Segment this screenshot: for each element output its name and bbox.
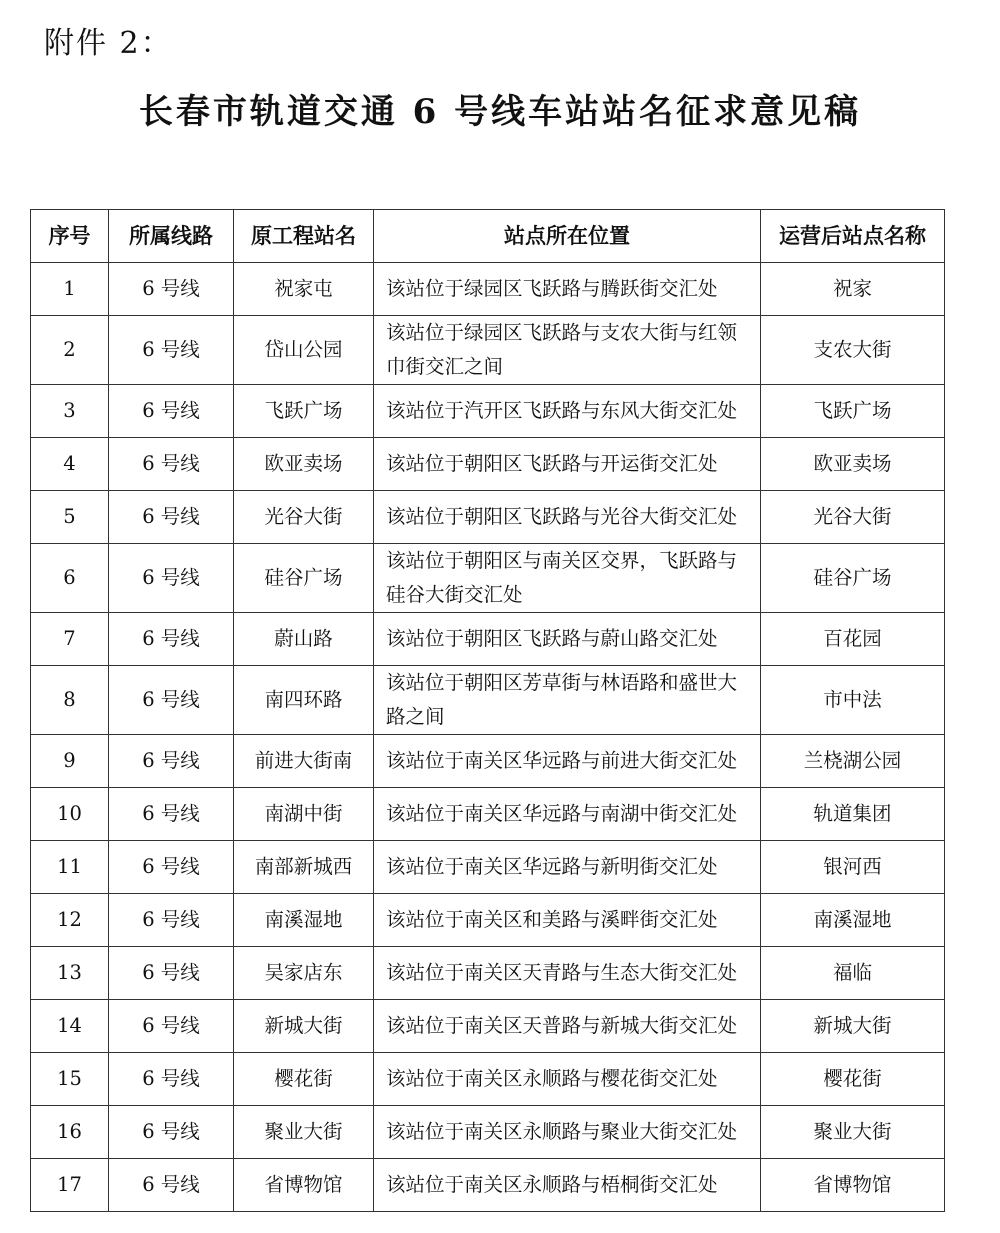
table-row bbox=[31, 316, 945, 385]
cell-original-name: 聚业大街 bbox=[234, 1106, 374, 1159]
header-index: 序号 bbox=[31, 210, 109, 263]
cell-original-name: 南四环路 bbox=[234, 666, 374, 735]
cell-line: 6 号线 bbox=[109, 894, 234, 947]
cell-location: 该站位于朝阳区飞跃路与蔚山路交汇处 bbox=[374, 613, 761, 666]
table-header-row bbox=[31, 210, 945, 263]
cell-line: 6 号线 bbox=[109, 1053, 234, 1106]
cell-index: 5 bbox=[31, 491, 109, 544]
cell-line: 6 号线 bbox=[109, 947, 234, 1000]
station-name-table bbox=[30, 209, 945, 1212]
cell-original-name: 南部新城西 bbox=[234, 841, 374, 894]
cell-location: 该站位于南关区永顺路与梧桐街交汇处 bbox=[374, 1159, 761, 1212]
cell-index: 11 bbox=[31, 841, 109, 894]
cell-index: 17 bbox=[31, 1159, 109, 1212]
cell-original-name: 樱花街 bbox=[234, 1053, 374, 1106]
table-row bbox=[31, 841, 945, 894]
cell-operational-name: 光谷大街 bbox=[761, 491, 945, 544]
table-row bbox=[31, 894, 945, 947]
cell-location: 该站位于南关区华远路与新明街交汇处 bbox=[374, 841, 761, 894]
cell-operational-name: 硅谷广场 bbox=[761, 544, 945, 613]
cell-location: 该站位于朝阳区芳草街与林语路和盛世大路之间 bbox=[374, 666, 761, 735]
cell-location: 该站位于南关区天青路与生态大街交汇处 bbox=[374, 947, 761, 1000]
table-row bbox=[31, 385, 945, 438]
cell-original-name: 省博物馆 bbox=[234, 1159, 374, 1212]
cell-original-name: 光谷大街 bbox=[234, 491, 374, 544]
cell-index: 15 bbox=[31, 1053, 109, 1106]
cell-location: 该站位于绿园区飞跃路与腾跃街交汇处 bbox=[374, 263, 761, 316]
cell-location: 该站位于南关区永顺路与聚业大街交汇处 bbox=[374, 1106, 761, 1159]
cell-operational-name: 聚业大街 bbox=[761, 1106, 945, 1159]
table-row bbox=[31, 438, 945, 491]
cell-original-name: 南溪湿地 bbox=[234, 894, 374, 947]
table-row bbox=[31, 947, 945, 1000]
cell-operational-name: 兰桡湖公园 bbox=[761, 735, 945, 788]
cell-index: 14 bbox=[31, 1000, 109, 1053]
cell-location: 该站位于朝阳区飞跃路与光谷大街交汇处 bbox=[374, 491, 761, 544]
cell-location: 该站位于南关区永顺路与樱花街交汇处 bbox=[374, 1053, 761, 1106]
cell-index: 4 bbox=[31, 438, 109, 491]
table-row bbox=[31, 263, 945, 316]
cell-location: 该站位于南关区华远路与南湖中街交汇处 bbox=[374, 788, 761, 841]
header-line: 所属线路 bbox=[109, 210, 234, 263]
cell-line: 6 号线 bbox=[109, 1106, 234, 1159]
cell-location: 该站位于南关区天普路与新城大街交汇处 bbox=[374, 1000, 761, 1053]
cell-index: 10 bbox=[31, 788, 109, 841]
cell-index: 3 bbox=[31, 385, 109, 438]
cell-line: 6 号线 bbox=[109, 438, 234, 491]
cell-original-name: 飞跃广场 bbox=[234, 385, 374, 438]
cell-line: 6 号线 bbox=[109, 491, 234, 544]
cell-operational-name: 银河西 bbox=[761, 841, 945, 894]
cell-index: 12 bbox=[31, 894, 109, 947]
cell-original-name: 新城大街 bbox=[234, 1000, 374, 1053]
cell-line: 6 号线 bbox=[109, 544, 234, 613]
cell-index: 1 bbox=[31, 263, 109, 316]
table-row bbox=[31, 1159, 945, 1212]
cell-location: 该站位于绿园区飞跃路与支农大街与红领巾街交汇之间 bbox=[374, 316, 761, 385]
page-title: 长春市轨道交通 6 号线车站站名征求意见稿 bbox=[138, 92, 862, 132]
cell-original-name: 硅谷广场 bbox=[234, 544, 374, 613]
cell-index: 7 bbox=[31, 613, 109, 666]
table-row bbox=[31, 788, 945, 841]
attachment-label: 附件 2： bbox=[44, 26, 173, 61]
cell-operational-name: 百花园 bbox=[761, 613, 945, 666]
header-original-name: 原工程站名 bbox=[234, 210, 374, 263]
cell-original-name: 岱山公园 bbox=[234, 316, 374, 385]
cell-original-name: 南湖中街 bbox=[234, 788, 374, 841]
cell-line: 6 号线 bbox=[109, 1000, 234, 1053]
cell-operational-name: 轨道集团 bbox=[761, 788, 945, 841]
table-row bbox=[31, 666, 945, 735]
cell-original-name: 欧亚卖场 bbox=[234, 438, 374, 491]
cell-original-name: 前进大街南 bbox=[234, 735, 374, 788]
table-row bbox=[31, 1053, 945, 1106]
table-row bbox=[31, 735, 945, 788]
cell-location: 该站位于朝阳区飞跃路与开运街交汇处 bbox=[374, 438, 761, 491]
cell-index: 2 bbox=[31, 316, 109, 385]
cell-line: 6 号线 bbox=[109, 316, 234, 385]
cell-line: 6 号线 bbox=[109, 841, 234, 894]
cell-location: 该站位于朝阳区与南关区交界，飞跃路与硅谷大街交汇处 bbox=[374, 544, 761, 613]
cell-original-name: 吴家店东 bbox=[234, 947, 374, 1000]
cell-operational-name: 南溪湿地 bbox=[761, 894, 945, 947]
cell-line: 6 号线 bbox=[109, 666, 234, 735]
cell-line: 6 号线 bbox=[109, 1159, 234, 1212]
cell-line: 6 号线 bbox=[109, 788, 234, 841]
cell-operational-name: 市中法 bbox=[761, 666, 945, 735]
table-row bbox=[31, 544, 945, 613]
cell-operational-name: 祝家 bbox=[761, 263, 945, 316]
cell-operational-name: 支农大街 bbox=[761, 316, 945, 385]
header-operational-name: 运营后站点名称 bbox=[761, 210, 945, 263]
cell-operational-name: 福临 bbox=[761, 947, 945, 1000]
cell-location: 该站位于南关区和美路与溪畔街交汇处 bbox=[374, 894, 761, 947]
header-location: 站点所在位置 bbox=[374, 210, 761, 263]
table-row bbox=[31, 613, 945, 666]
cell-line: 6 号线 bbox=[109, 263, 234, 316]
cell-index: 13 bbox=[31, 947, 109, 1000]
cell-operational-name: 欧亚卖场 bbox=[761, 438, 945, 491]
cell-index: 16 bbox=[31, 1106, 109, 1159]
cell-operational-name: 新城大街 bbox=[761, 1000, 945, 1053]
cell-line: 6 号线 bbox=[109, 385, 234, 438]
cell-operational-name: 樱花街 bbox=[761, 1053, 945, 1106]
cell-index: 6 bbox=[31, 544, 109, 613]
cell-index: 8 bbox=[31, 666, 109, 735]
table-row bbox=[31, 1106, 945, 1159]
cell-line: 6 号线 bbox=[109, 613, 234, 666]
cell-index: 9 bbox=[31, 735, 109, 788]
cell-location: 该站位于汽开区飞跃路与东风大街交汇处 bbox=[374, 385, 761, 438]
table-row bbox=[31, 491, 945, 544]
table-row bbox=[31, 1000, 945, 1053]
cell-operational-name: 省博物馆 bbox=[761, 1159, 945, 1212]
cell-line: 6 号线 bbox=[109, 735, 234, 788]
cell-location: 该站位于南关区华远路与前进大街交汇处 bbox=[374, 735, 761, 788]
cell-original-name: 祝家屯 bbox=[234, 263, 374, 316]
cell-original-name: 蔚山路 bbox=[234, 613, 374, 666]
cell-operational-name: 飞跃广场 bbox=[761, 385, 945, 438]
